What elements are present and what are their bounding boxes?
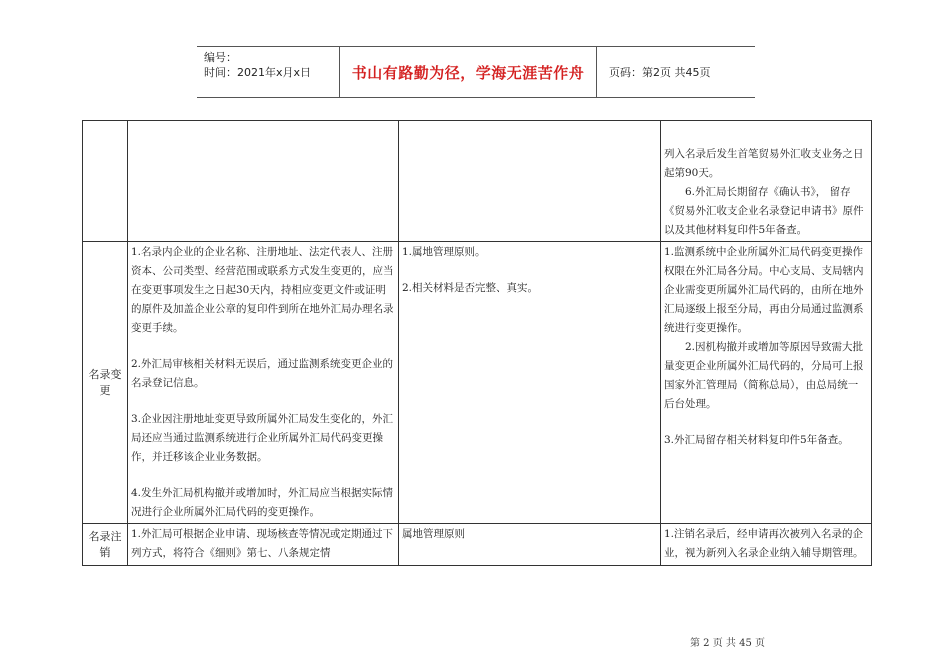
- review-paragraph: 2.相关材料是否完整、真实。: [402, 282, 539, 294]
- notes-paragraph: 1.注销名录后，经申请再次被列入名录的企业，视为新列入名录企业纳入辅导期管理。: [664, 528, 864, 559]
- procedure-paragraph: 2.外汇局审核相关材料无误后，通过监测系统变更企业的名录登记信息。: [131, 358, 394, 389]
- table-row: [83, 524, 872, 566]
- notes-paragraph: 1.监测系统中企业所属外汇局代码变更操作权限在外汇局各分局。中心支局、支局辖内企业需变更所属外汇局代码的，由所在地外汇局逐级上报至分局，再由分局通过监测系统进行变更操作。: [664, 246, 864, 334]
- row-label-name-change: 名录变更: [83, 242, 128, 524]
- procedure-cell: [128, 242, 399, 524]
- notes-paragraph: 列入名录后发生首笔贸易外汇收支业务之日起第90天。: [664, 148, 864, 179]
- procedure-cell: [128, 121, 399, 242]
- row-label: [83, 121, 128, 242]
- header-motto: 书山有路勤为径，学海无涯苦作舟: [339, 47, 597, 97]
- procedure-cell: [128, 524, 399, 566]
- procedure-paragraph: 1.名录内企业的企业名称、注册地址、法定代表人、注册资本、公司类型、经营范围或联系方式发生变更的，应当在变更事项发生之日起30天内，持相应变更文件或证明的原件及加盖企业公章的复印件到所在地外汇局办理名录变更手续。: [131, 246, 394, 334]
- notes-cell: [661, 242, 872, 524]
- row-label-name-cancel: 名录注销: [83, 524, 128, 566]
- notes-paragraph: 2.因机构撤并或增加等原因导致需大批量变更企业所属外汇局代码的，分局可上报国家外汇管理局（简称总局），由总局统一后台处理。: [664, 341, 864, 410]
- procedure-table: [82, 120, 872, 566]
- table-row: [83, 121, 872, 242]
- notes-cell: [661, 121, 872, 242]
- review-cell: [399, 524, 661, 566]
- notes-paragraph: 3.外汇局留存相关材料复印件5年备查。: [664, 434, 849, 446]
- review-cell: [399, 242, 661, 524]
- procedure-paragraph: 4.发生外汇局机构撤并或增加时，外汇局应当根据实际情况进行企业所属外汇局代码的变更操作。: [131, 487, 394, 518]
- page-footer: 第 2 页 共 45 页: [690, 638, 765, 649]
- document-time-label: 时间：2021年x月x日: [204, 66, 312, 79]
- review-cell: [399, 121, 661, 242]
- procedure-paragraph: 1.外汇局可根据企业申请、现场核查等情况或定期通过下列方式，将符合《细则》第七、八条规定情: [131, 528, 394, 559]
- review-paragraph: 属地管理原则: [402, 528, 465, 540]
- header-page-label: 页码：第2页 共45页: [609, 66, 711, 79]
- header-meta: [197, 47, 339, 97]
- table-row: [83, 242, 872, 524]
- notes-paragraph: 6.外汇局长期留存《确认书》， 留存《贸易外汇收支企业名录登记申请书》原件以及其他材料复印件5年备查。: [664, 186, 864, 236]
- procedure-paragraph: 3.企业因注册地址变更导致所属外汇局发生变化的，外汇局还应当通过监测系统进行企业所属外汇局代码变更操作，并迁移该企业业务数据。: [131, 413, 394, 463]
- page-header: [197, 46, 755, 98]
- document-number-label: 编号：: [204, 51, 237, 64]
- review-paragraph: 1.属地管理原则。: [402, 246, 486, 258]
- notes-cell: [661, 524, 872, 566]
